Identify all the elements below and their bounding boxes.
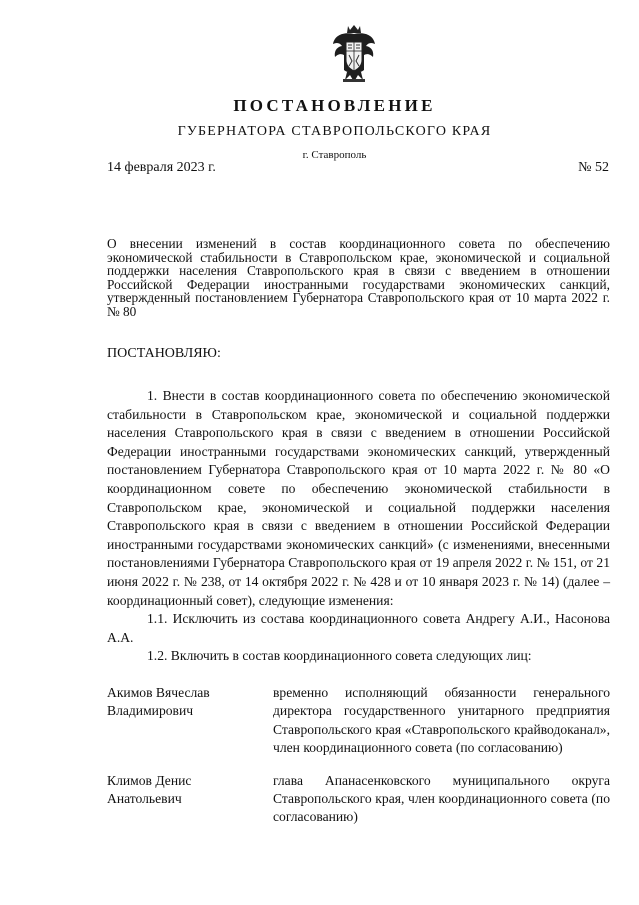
- member-row: [107, 772, 610, 827]
- city-label: г. Ставрополь: [302, 149, 367, 161]
- paragraph-1-2: 1.2. Включить в состав координационного совета следующих лиц:: [147, 648, 532, 664]
- document-type-title: ПОСТАНОВЛЕНИЕ: [233, 96, 436, 115]
- member-row: [107, 684, 610, 758]
- issuer-title: ГУБЕРНАТОРА СТАВРОПОЛЬСКОГО КРАЯ: [177, 124, 492, 139]
- document-number: № 52: [578, 160, 609, 175]
- coat-of-arms-icon: [331, 24, 377, 84]
- member-name: Акимов Вячеслав Владимирович: [107, 685, 210, 719]
- document-body: [107, 387, 610, 666]
- document-subject: О внесении изменений в состав координационного совета по обеспечению экономической стабильности в Ставропольском крае, экономической и социальной поддержки населения Ставропольского края в связи с введением в отношении Российской Федерации иностранными государствами экономических санкций, утвержденный постановлением Губернатора Ставропольского края от 10 марта 2022 г. № 80: [107, 236, 610, 319]
- decree-heading: ПОСТАНОВЛЯЮ:: [107, 346, 221, 361]
- member-name: Климов Денис Анатольевич: [107, 772, 192, 807]
- member-role: временно исполняющий обязанности генерального директора государственного унитарного предприятия Ставропольского края «Ставропольского крайводоканал», член координационного совета (по согласованию): [273, 685, 610, 756]
- paragraph-1: 1. Внести в состав координационного совета по обеспечению экономической стабильности в Ставропольском крае, экономической и социальной поддержки населения Ставропольского края в связи с введением в отношении Российской Федерации иностранными государствами экономических санкций, утвержденный постановлением Губернатора Ставропольского края от 10 марта 2022 г. № 80 «О координационном совете по обеспечению экономической стабильности в Ставропольском крае, экономической и социальной поддержки населения Ставропольского края в связи с введением в отношении Российской Федерации иностранными государствами экономических санкций» (с изменениями, внесенными постановлениями Губернатора Ставропольского края от 19 апреля 2022 г. № 151, от 21 июня 2022 г. № 238, от 14 октября 2022 г. № 428 и от 10 января 2023 г. № 14) (далее – координационный совет), следующие изменения:: [107, 388, 610, 608]
- member-list: [107, 684, 610, 827]
- member-role: глава Апанасенковского муниципального округа Ставропольского края, член координационного совета (по согласованию): [273, 772, 610, 825]
- paragraph-1-1: 1.1. Исключить из состава координационного совета Андрегу А.И., Насонова А.А.: [107, 611, 610, 645]
- document-date: 14 февраля 2023 г.: [107, 160, 216, 175]
